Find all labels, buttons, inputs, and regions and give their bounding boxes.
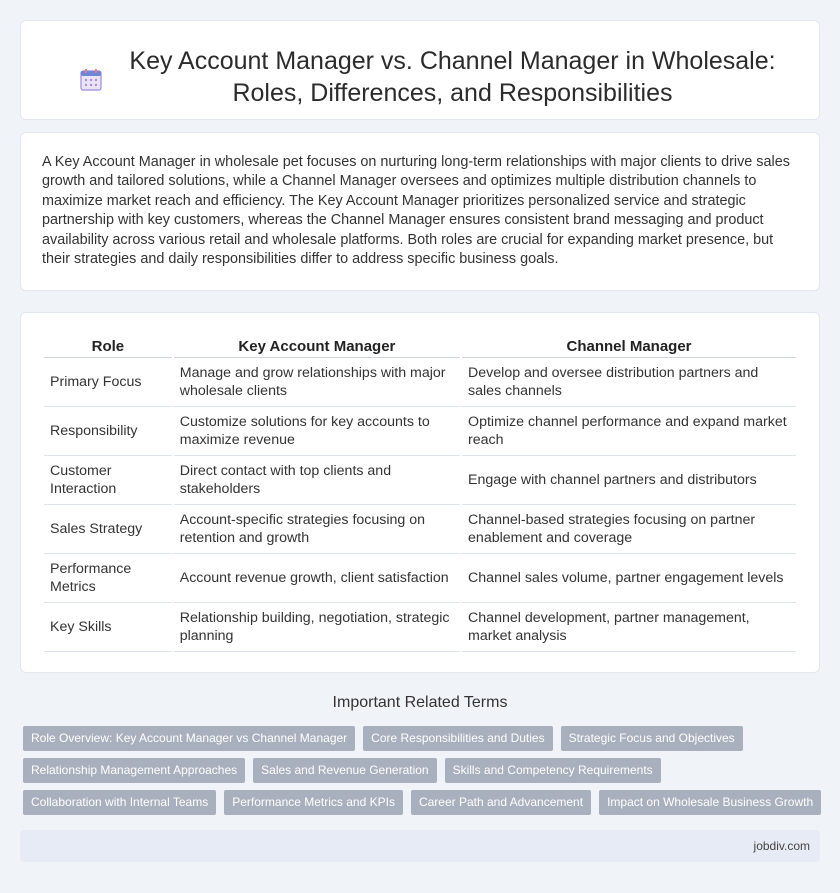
table-row: [44, 358, 796, 407]
row-label: Customer Interaction: [44, 456, 172, 505]
channel-cell: Optimize channel performance and expand market reach: [462, 407, 796, 456]
intro-card: [20, 132, 820, 291]
column-header-role: Role: [44, 334, 172, 358]
related-term-tag[interactable]: Relationship Management Approaches: [23, 758, 245, 783]
channel-cell: Channel-based strategies focusing on partner enablement and coverage: [462, 505, 796, 554]
title-card: [20, 20, 820, 120]
column-header-channel-manager: Channel Manager: [462, 334, 796, 358]
comparison-table: [42, 334, 798, 652]
intro-paragraph: A Key Account Manager in wholesale pet focuses on nurturing long-term relationships with major clients to drive sales growth and tailored solutions, while a Channel Manager oversees and optimizes multiple distribution channels to maximize market reach and efficiency. The Key Account Manager prioritizes personalized service and strategic partnership with key customers, whereas the Channel Manager ensures consistent brand messaging and product availability across various retail and wholesale platforms. Both roles are crucial for expanding market presence, but their strategies and daily responsibilities differ to address specific business goals.: [42, 154, 790, 268]
related-term-tag[interactable]: Impact on Wholesale Business Growth: [599, 790, 821, 815]
row-label: Performance Metrics: [44, 554, 172, 603]
key-account-cell: Customize solutions for key accounts to maximize revenue: [174, 407, 460, 456]
channel-cell: Develop and oversee distribution partners and sales channels: [462, 358, 796, 407]
related-term-tag[interactable]: Sales and Revenue Generation: [253, 758, 436, 783]
related-term-tag[interactable]: Skills and Competency Requirements: [445, 758, 661, 783]
related-term-tag[interactable]: Core Responsibilities and Duties: [363, 726, 552, 751]
related-term-tag[interactable]: Collaboration with Internal Teams: [23, 790, 216, 815]
related-term-tag[interactable]: Career Path and Advancement: [411, 790, 591, 815]
table-row: [44, 554, 796, 603]
calendar-icon: [79, 68, 103, 92]
channel-cell: Channel development, partner management, market analysis: [462, 603, 796, 652]
table-row: [44, 603, 796, 652]
table-row: [44, 505, 796, 554]
key-account-cell: Account-specific strategies focusing on retention and growth: [174, 505, 460, 554]
page-title: Key Account Manager vs. Channel Manager in Wholesale: Roles, Differences, and Responsibilities: [129, 47, 776, 107]
key-account-cell: Relationship building, negotiation, strategic planning: [174, 603, 460, 652]
related-terms-heading: Important Related Terms: [332, 694, 508, 711]
key-account-cell: Account revenue growth, client satisfaction: [174, 554, 460, 603]
key-account-cell: Direct contact with top clients and stakeholders: [174, 456, 460, 505]
table-row: [44, 407, 796, 456]
related-terms-list: [23, 726, 823, 822]
table-header-row: [44, 334, 796, 358]
channel-cell: Channel sales volume, partner engagement levels: [462, 554, 796, 603]
site-link[interactable]: jobdiv.com: [753, 839, 810, 853]
row-label: Responsibility: [44, 407, 172, 456]
table-row: [44, 456, 796, 505]
row-label: Key Skills: [44, 603, 172, 652]
channel-cell: Engage with channel partners and distributors: [462, 456, 796, 505]
comparison-table-card: [20, 312, 820, 673]
column-header-key-account-manager: Key Account Manager: [174, 334, 460, 358]
related-term-tag[interactable]: Role Overview: Key Account Manager vs Channel Manager: [23, 726, 355, 751]
key-account-cell: Manage and grow relationships with major wholesale clients: [174, 358, 460, 407]
row-label: Primary Focus: [44, 358, 172, 407]
related-term-tag[interactable]: Performance Metrics and KPIs: [224, 790, 403, 815]
row-label: Sales Strategy: [44, 505, 172, 554]
related-term-tag[interactable]: Strategic Focus and Objectives: [561, 726, 743, 751]
footer: [20, 830, 820, 862]
